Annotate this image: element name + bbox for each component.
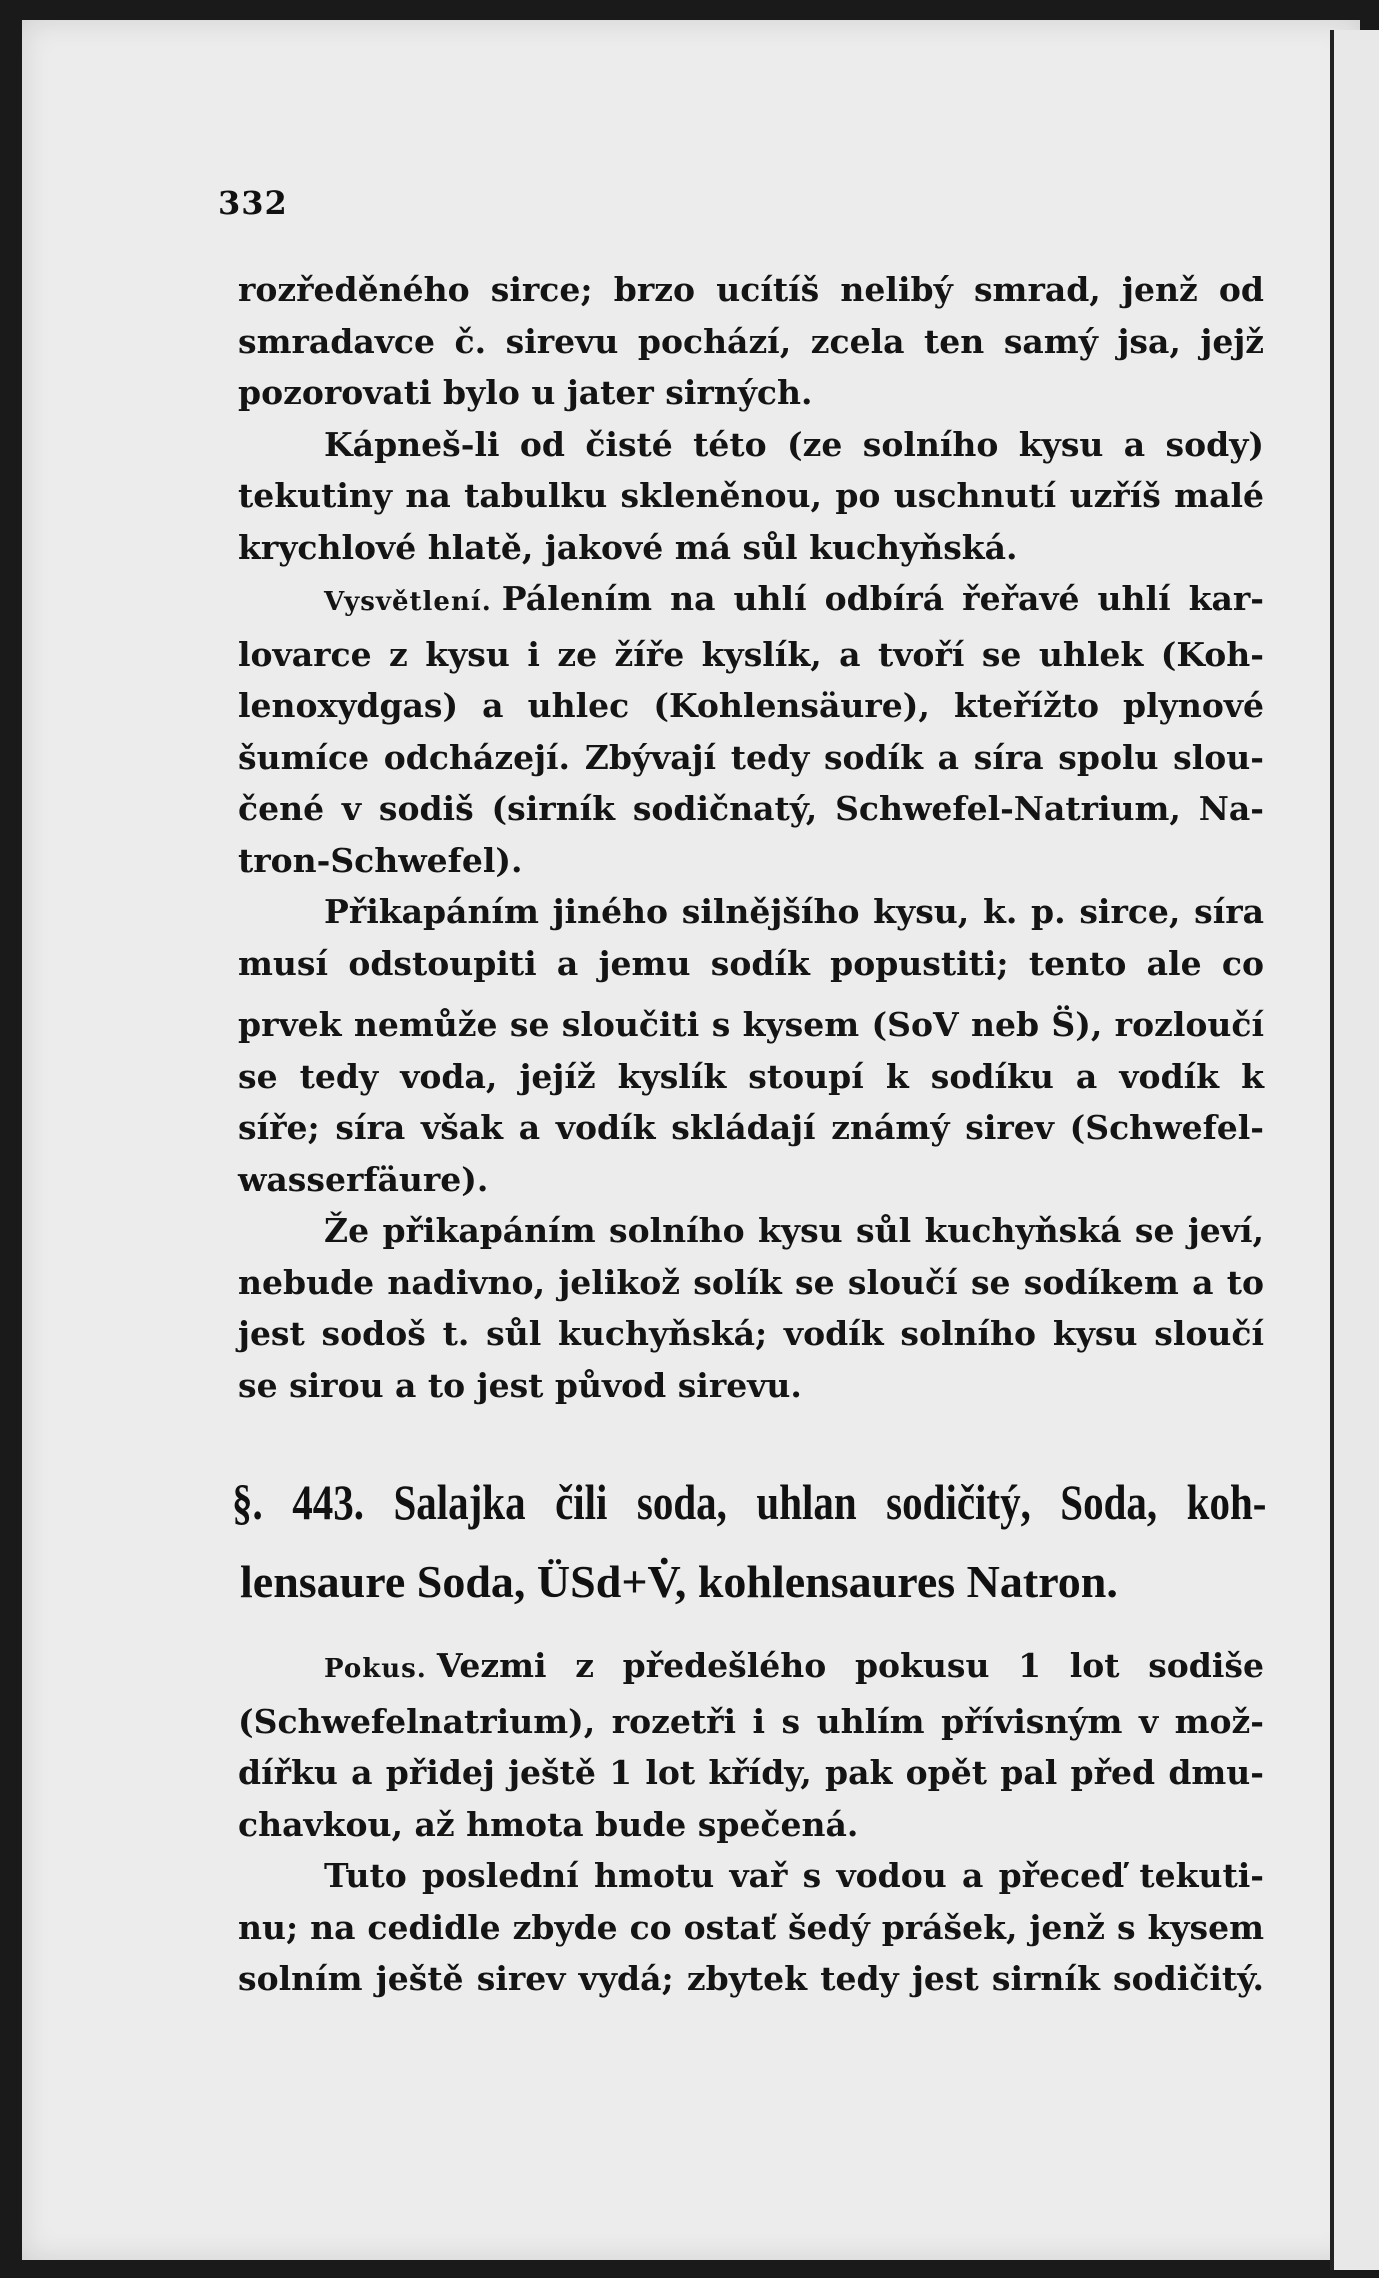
text-line: Přikapáním jiného silnějšího kysu, k. p. sirce, síra bbox=[324, 892, 1264, 931]
page-number: 332 bbox=[218, 184, 288, 222]
paragraph-2 bbox=[238, 419, 1264, 574]
text-line: Tuto poslední hmotu vař s vodou a přeceď tekuti- bbox=[324, 1856, 1264, 1895]
next-page-edge bbox=[1330, 30, 1379, 2270]
text-line: tron-Schwefel). bbox=[238, 840, 523, 880]
text-line: smradavce č. sirevu pochází, zcela ten samý jsa, jejž bbox=[238, 321, 1264, 361]
paragraph-experiment bbox=[238, 1640, 1264, 1850]
text-line: tekutiny na tabulku skleněnou, po uschnutí uzříš malé bbox=[238, 476, 1264, 515]
text-line: síře; síra však a vodík skládají známý sirev (Schwefel- bbox=[238, 1108, 1264, 1147]
experiment-label: Pokus. bbox=[324, 1654, 427, 1684]
text-line: jest sodoš t. sůl kuchyňská; vodík solního kysu sloučí bbox=[238, 1314, 1264, 1353]
paragraph-4 bbox=[238, 886, 1264, 1205]
text-line: nu; na cedidle zbyde co ostať šedý prášek, jenž s kysem bbox=[238, 1907, 1264, 1947]
text-line: wasserfäure). bbox=[238, 1159, 489, 1199]
text-line: musí odstoupiti a jemu sodík popustiti; tento ale co bbox=[238, 943, 1264, 983]
paragraph-1 bbox=[238, 264, 1264, 419]
paragraph-final bbox=[238, 1850, 1264, 2005]
text-line: chavkou, až hmota bude spečená. bbox=[238, 1804, 859, 1844]
text-line: šumíce odcházejí. Zbývají tedy sodík a síra spolu slou- bbox=[238, 737, 1264, 777]
text-line: Že přikapáním solního kysu sůl kuchyňská se jeví, bbox=[324, 1211, 1264, 1250]
text-line: se sirou a to jest původ sirevu. bbox=[238, 1365, 802, 1405]
section-heading bbox=[232, 1462, 1266, 1622]
heading-line-2: lensaure Soda, ÜSd+V̇, kohlensaures Natron. bbox=[240, 1556, 1118, 1607]
text-line: lovarce z kysu i ze žíře kyslík, a tvoří se uhlek (Koh- bbox=[238, 634, 1264, 674]
text-line: prvek nemůže se sloučiti s kysem (SoV neb S̈), rozloučí bbox=[238, 1005, 1264, 1044]
heading-line-1: §. 443. Salajka čili soda, uhlan sodičitý, Soda, koh- bbox=[232, 1474, 1267, 1530]
text-line: (Schwefelnatrium), rozetři i s uhlím přívisným v mož- bbox=[238, 1701, 1264, 1741]
text-line: rozředěného sirce; brzo ucítíš nelibý smrad, jenž od bbox=[238, 270, 1264, 309]
body-text-bottom bbox=[238, 1640, 1264, 2005]
text-line: dířku a přidej ještě 1 lot křídy, pak opět pal před dmu- bbox=[238, 1753, 1264, 1792]
text-line: solním ještě sirev vydá; zbytek tedy jest sirník sodičitý. bbox=[238, 1959, 1264, 1998]
text-line: se tedy voda, jejíž kyslík stoupí k sodíku a vodík k bbox=[238, 1056, 1264, 1096]
body-text-top bbox=[238, 264, 1264, 1411]
text-line: pozorovati bylo u jater sirných. bbox=[238, 373, 813, 412]
text-line: nebude nadivno, jelikož solík se sloučí se sodíkem a to bbox=[238, 1262, 1264, 1302]
text-line: čené v sodiš (sirník sodičnatý, Schwefel-Natrium, Na- bbox=[238, 789, 1264, 828]
text-line: Kápneš-li od čisté této (ze solního kysu a sody) bbox=[324, 424, 1264, 464]
text-line: krychlové hlatě, jakové má sůl kuchyňská. bbox=[238, 527, 1018, 567]
explanation-label: Vysvětlení. bbox=[324, 587, 492, 617]
text-line: Pokus. Vezmi z předešlého pokusu 1 lot sodiše bbox=[324, 1646, 1264, 1685]
text-line: lenoxydgas) a uhlec (Kohlensäure), kteřížto plynové bbox=[238, 686, 1264, 725]
paragraph-5 bbox=[238, 1205, 1264, 1411]
paragraph-explanation bbox=[238, 573, 1264, 886]
text-line: Vysvětlení. Pálením na uhlí odbírá řeřavé uhlí kar- bbox=[324, 579, 1264, 618]
